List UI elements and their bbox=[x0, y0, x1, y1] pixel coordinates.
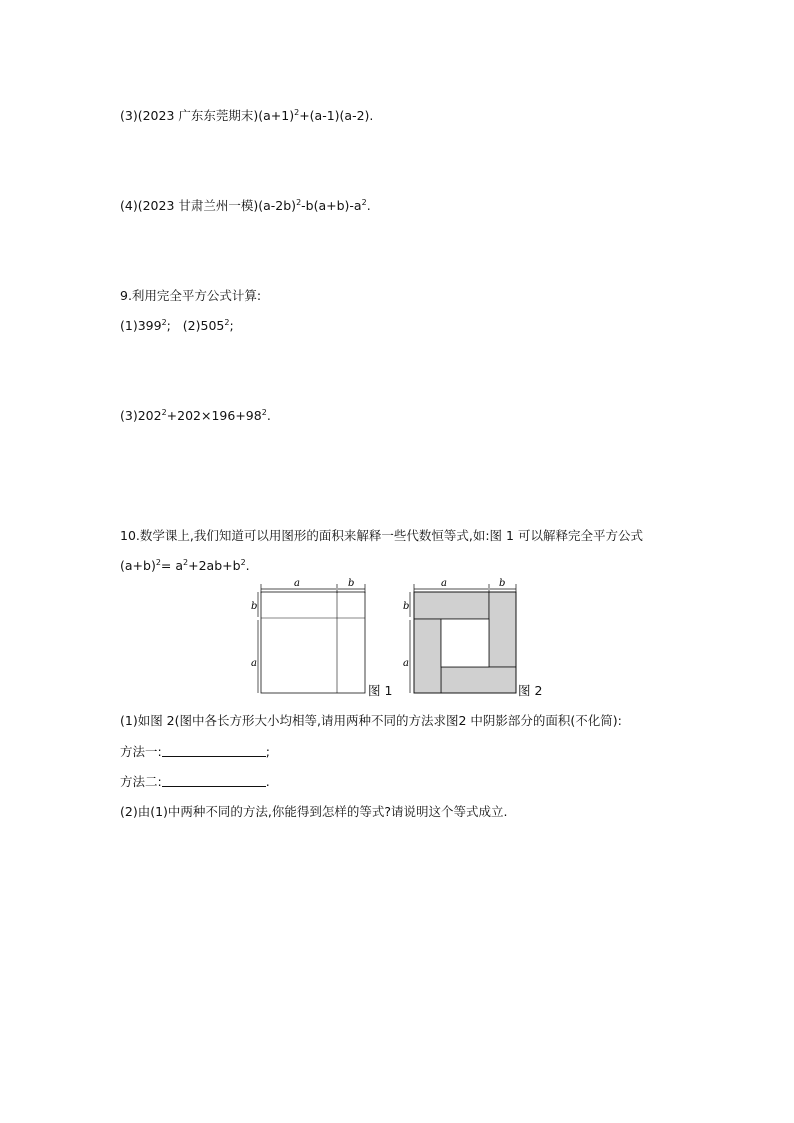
dim-a-label: a bbox=[441, 578, 447, 589]
exponent: 2 bbox=[161, 408, 167, 417]
exponent: 2 bbox=[161, 318, 167, 327]
q10-part2: (2)由(1)中两种不同的方法,你能得到怎样的等式?请说明这个等式成立. bbox=[120, 804, 508, 819]
q9-parts-1-2 bbox=[120, 318, 234, 334]
formula-part: (a+b) bbox=[120, 558, 156, 573]
q10-part1: (1)如图 2(图中各长方形大小均相等,请用两种不同的方法求图2 中阴影部分的面积(不化简): bbox=[120, 713, 622, 728]
q9-part3 bbox=[120, 408, 271, 424]
q10-formula bbox=[120, 558, 250, 574]
exponent: 2 bbox=[224, 318, 230, 327]
figure-1 bbox=[248, 576, 370, 696]
q9-part2-end: ; bbox=[229, 318, 234, 333]
q9-part3-b: +202×196+98 bbox=[166, 408, 262, 423]
exponent: 2 bbox=[361, 198, 367, 207]
q8-part3 bbox=[120, 108, 373, 124]
method-2-end: . bbox=[265, 774, 270, 789]
q8-part4 bbox=[120, 198, 371, 214]
method-1-label: 方法一: bbox=[120, 744, 162, 759]
dim-b-label: b bbox=[348, 578, 355, 589]
figure-2 bbox=[398, 576, 520, 696]
q8-part4-tail: . bbox=[366, 198, 371, 213]
exponent: 2 bbox=[155, 558, 161, 567]
exponent: 2 bbox=[261, 408, 267, 417]
exponent: 2 bbox=[183, 558, 189, 567]
exponent: 2 bbox=[294, 108, 300, 117]
q8-part4-text: (4)(2023 甘肃兰州一模)(a-2b) bbox=[120, 198, 297, 213]
formula-part: . bbox=[245, 558, 250, 573]
dim-b-label: b bbox=[251, 601, 258, 612]
method-1-end: ; bbox=[265, 744, 270, 759]
method-2-blank[interactable] bbox=[162, 774, 266, 787]
method-2 bbox=[120, 774, 270, 790]
exponent: 2 bbox=[240, 558, 246, 567]
method-1 bbox=[120, 744, 270, 760]
formula-part: +2ab+b bbox=[188, 558, 241, 573]
figure-2-caption: 图 2 bbox=[518, 683, 543, 698]
method-1-blank[interactable] bbox=[162, 744, 266, 757]
exponent: 2 bbox=[296, 198, 302, 207]
dim-a-label: a bbox=[403, 658, 409, 669]
q8-part3-text: (3)(2023 广东东莞期末)(a+1) bbox=[120, 108, 295, 123]
q9-title: 9.利用完全平方公式计算: bbox=[120, 288, 262, 303]
dim-b-label: b bbox=[499, 578, 506, 589]
q10-intro: 10.数学课上,我们知道可以用图形的面积来解释一些代数恒等式,如:图 1 可以解释完全平方公式 bbox=[120, 528, 643, 543]
q8-part4-mid: -b(a+b)-a bbox=[301, 198, 362, 213]
formula-part: = a bbox=[160, 558, 184, 573]
q9-part1: (1)399 bbox=[120, 318, 162, 333]
figure-1-caption: 图 1 bbox=[368, 683, 393, 698]
dim-a-label: a bbox=[294, 578, 300, 589]
q9-part2: ; (2)505 bbox=[166, 318, 225, 333]
q9-part3-a: (3)202 bbox=[120, 408, 162, 423]
q9-part3-end: . bbox=[266, 408, 271, 423]
dim-a-label: a bbox=[251, 658, 257, 669]
method-2-label: 方法二: bbox=[120, 774, 162, 789]
q8-part3-tail: +(a-1)(a-2). bbox=[299, 108, 374, 123]
dim-b-label: b bbox=[403, 601, 410, 612]
